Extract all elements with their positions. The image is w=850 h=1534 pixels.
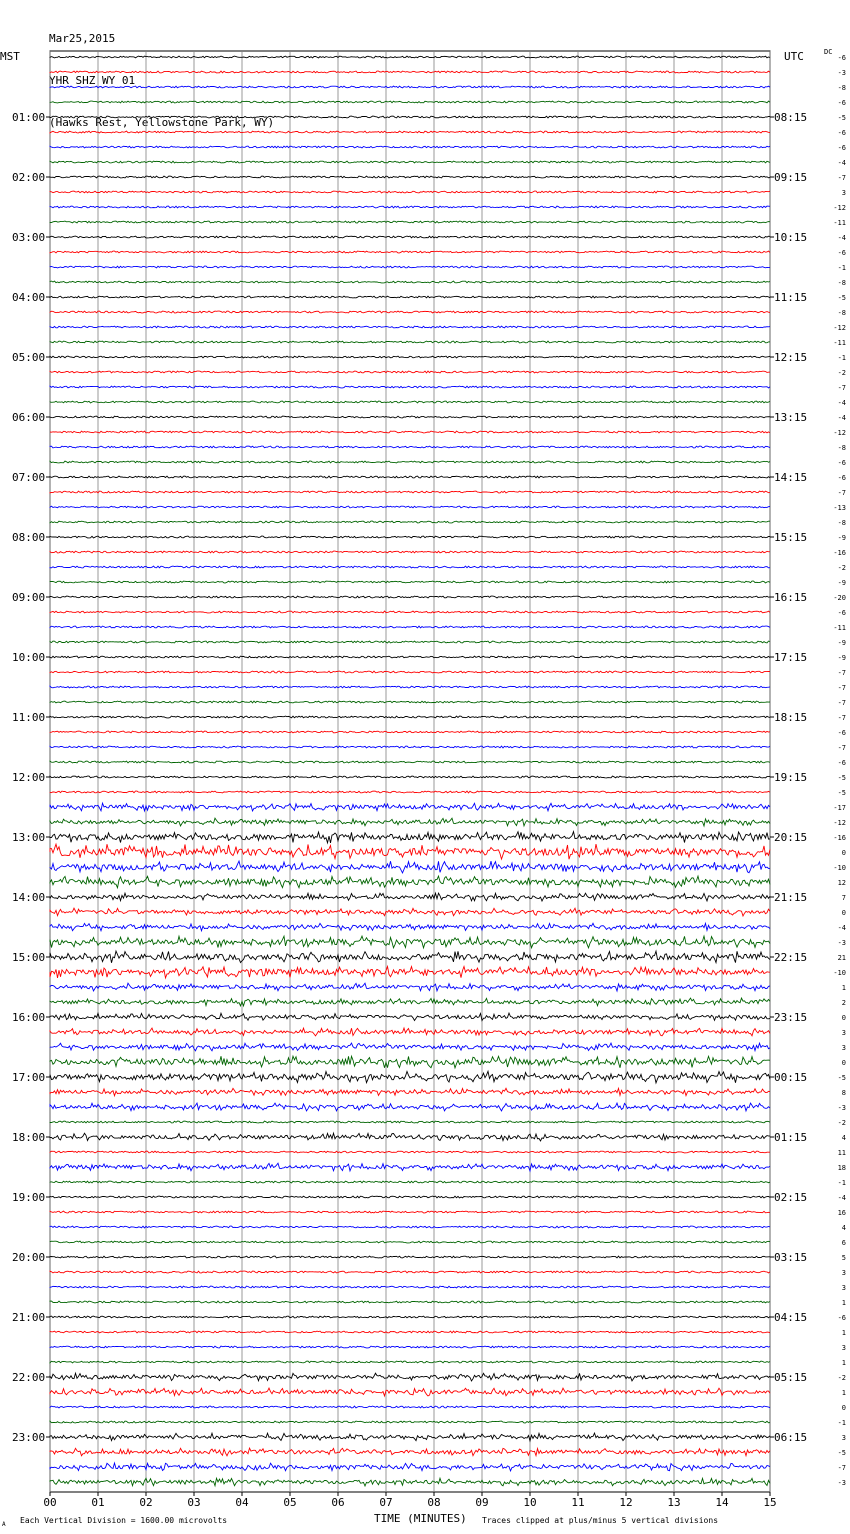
mst-hour-label: 11:00 — [12, 711, 46, 724]
seismic-trace — [50, 641, 770, 643]
minute-tick-label: 09 — [475, 1496, 489, 1509]
seismic-trace — [50, 936, 770, 948]
dc-offset-label: -3 — [837, 1104, 846, 1112]
dc-offset-label: -6 — [837, 729, 846, 737]
dc-offset-label: -5 — [837, 1449, 846, 1457]
dc-offset-label: 3 — [841, 1434, 846, 1442]
seismic-trace — [50, 1133, 770, 1141]
minute-tick-label: 08 — [427, 1496, 441, 1509]
dc-offset-label: 8 — [841, 1089, 846, 1097]
seismic-trace — [50, 951, 770, 963]
utc-hour-label: 19:15 — [774, 771, 808, 784]
mst-hour-label: 06:00 — [12, 411, 46, 424]
seismic-trace — [50, 206, 770, 208]
dc-offset-label: -6 — [837, 249, 846, 257]
utc-hour-label: 14:15 — [774, 471, 808, 484]
minute-tick-label: 13 — [667, 1496, 681, 1509]
seismic-trace — [50, 56, 770, 58]
dc-offset-label: 4 — [841, 1224, 846, 1232]
seismic-trace — [50, 131, 770, 133]
dc-offset-label: -9 — [837, 639, 846, 647]
mst-hour-label: 07:00 — [12, 471, 46, 484]
dc-offset-label: -20 — [833, 594, 846, 602]
mst-hour-label: 20:00 — [12, 1251, 46, 1264]
utc-hour-label: 05:15 — [774, 1371, 808, 1384]
mst-hour-label: 04:00 — [12, 291, 46, 304]
dc-offset-label: -10 — [833, 969, 846, 977]
utc-hour-label: 16:15 — [774, 591, 808, 604]
dc-offset-label: -1 — [837, 264, 846, 272]
dc-offset-label: -11 — [833, 219, 846, 227]
dc-offset-label: -8 — [837, 309, 846, 317]
seismic-trace — [50, 446, 770, 448]
dc-offset-label: -5 — [837, 1074, 846, 1082]
minute-tick-label: 12 — [619, 1496, 633, 1509]
dc-offset-label: -4 — [837, 399, 846, 407]
seismic-trace — [50, 581, 770, 583]
seismic-trace — [50, 1406, 770, 1408]
dc-offset-label: -7 — [837, 699, 846, 707]
seismic-trace — [50, 401, 770, 403]
dc-offset-label: -12 — [833, 819, 846, 827]
seismic-trace — [50, 1433, 770, 1441]
seismic-trace — [50, 311, 770, 313]
seismic-trace — [50, 566, 770, 568]
dc-offset-label: 16 — [837, 1209, 846, 1217]
dc-offset-label: -16 — [833, 834, 846, 842]
utc-hour-label: 04:15 — [774, 1311, 808, 1324]
dc-offset-label: -8 — [837, 84, 846, 92]
minute-tick-label: 00 — [43, 1496, 57, 1509]
seismic-trace — [50, 146, 770, 148]
dc-offset-label: -5 — [837, 294, 846, 302]
utc-label: UTC — [784, 50, 804, 63]
mst-hour-label: 17:00 — [12, 1071, 46, 1084]
dc-offset-label: -7 — [837, 384, 846, 392]
seismic-trace — [50, 1071, 770, 1083]
seismic-trace — [50, 86, 770, 88]
utc-hour-label: 18:15 — [774, 711, 808, 724]
dc-offset-label: 0 — [841, 1404, 846, 1412]
utc-hour-label: 03:15 — [774, 1251, 808, 1264]
seismic-trace — [50, 251, 770, 253]
minute-tick-label: 14 — [715, 1496, 729, 1509]
dc-offset-label: 12 — [837, 879, 846, 887]
dc-offset-label: -6 — [837, 459, 846, 467]
x-axis-title: TIME (MINUTES) — [374, 1512, 467, 1525]
dc-offset-label: -5 — [837, 774, 846, 782]
seismic-trace — [50, 626, 770, 628]
minute-tick-label: 03 — [187, 1496, 201, 1509]
mst-hour-label: 21:00 — [12, 1311, 46, 1324]
mst-hour-label: 12:00 — [12, 771, 46, 784]
seismic-trace — [50, 116, 770, 118]
dc-offset-label: -8 — [837, 519, 846, 527]
seismic-trace — [50, 776, 770, 778]
seismic-trace — [50, 1478, 770, 1486]
corner-mark: A — [2, 1521, 6, 1528]
seismic-trace — [50, 326, 770, 328]
utc-hour-label: 15:15 — [774, 531, 808, 544]
seismic-trace — [50, 1151, 770, 1153]
minute-tick-label: 04 — [235, 1496, 249, 1509]
seismic-trace — [50, 1346, 770, 1348]
seismic-trace — [50, 1331, 770, 1333]
mst-hour-label: 01:00 — [12, 111, 46, 124]
seismic-trace — [50, 1163, 770, 1171]
seismic-trace — [50, 1181, 770, 1183]
dc-offset-label: -4 — [837, 159, 846, 167]
dc-offset-label: -9 — [837, 534, 846, 542]
seismic-trace — [50, 1388, 770, 1396]
dc-offset-label: -5 — [837, 114, 846, 122]
utc-hour-label: 22:15 — [774, 951, 808, 964]
seismic-trace — [50, 551, 770, 553]
seismic-trace — [50, 893, 770, 901]
dc-offset-label: 0 — [841, 909, 846, 917]
seismic-trace — [50, 1301, 770, 1303]
dc-offset-label: 1 — [841, 1359, 846, 1367]
minute-tick-label: 15 — [763, 1496, 777, 1509]
seismic-trace — [50, 386, 770, 388]
seismic-trace — [50, 596, 770, 598]
utc-hour-label: 10:15 — [774, 231, 808, 244]
mst-hour-label: 16:00 — [12, 1011, 46, 1024]
seismic-trace — [50, 416, 770, 418]
seismic-trace — [50, 221, 770, 223]
dc-offset-label: -9 — [837, 579, 846, 587]
dc-offset-label: -7 — [837, 174, 846, 182]
seismic-trace — [50, 341, 770, 343]
header-date: Mar25,2015 — [49, 32, 116, 45]
dc-offset-label: -4 — [837, 234, 846, 242]
dc-offset-label: 6 — [841, 1239, 846, 1247]
dc-offset-label: -12 — [833, 324, 846, 332]
dc-offset-label: -11 — [833, 339, 846, 347]
dc-offset-label: -8 — [837, 444, 846, 452]
mst-label: MST — [0, 50, 20, 63]
seismic-trace — [50, 876, 770, 888]
minute-tick-label: 07 — [379, 1496, 393, 1509]
minute-tick-label: 06 — [331, 1496, 345, 1509]
utc-hour-label: 02:15 — [774, 1191, 808, 1204]
seismic-trace — [50, 1316, 770, 1318]
utc-hour-label: 11:15 — [774, 291, 808, 304]
utc-hour-label: 00:15 — [774, 1071, 808, 1084]
dc-offset-label: -4 — [837, 414, 846, 422]
seismic-trace — [50, 998, 770, 1006]
seismic-trace — [50, 761, 770, 763]
dc-offset-label: -6 — [837, 759, 846, 767]
dc-offset-label: 3 — [841, 1044, 846, 1052]
dc-offset-label: -3 — [837, 1479, 846, 1487]
seismic-trace — [50, 1013, 770, 1021]
dc-offset-label: 4 — [841, 1134, 846, 1142]
seismic-trace — [50, 1271, 770, 1273]
seismic-trace — [50, 686, 770, 688]
dc-offset-label: -6 — [837, 144, 846, 152]
header-location: (Hawks Rest, Yellowstone Park, WY) — [49, 116, 275, 129]
seismic-trace — [50, 1211, 770, 1213]
utc-hour-label: 17:15 — [774, 651, 808, 664]
seismic-trace — [50, 656, 770, 658]
seismic-trace — [50, 1463, 770, 1471]
header-station: YHR SHZ WY 01 — [49, 74, 136, 87]
minute-tick-label: 01 — [91, 1496, 105, 1509]
dc-offset-label: -6 — [837, 99, 846, 107]
seismic-trace — [50, 844, 770, 859]
seismic-trace — [50, 1103, 770, 1111]
seismic-trace — [50, 1448, 770, 1456]
dc-offset-label: -4 — [837, 1194, 846, 1202]
seismic-trace — [50, 461, 770, 463]
dc-offset-label: -3 — [837, 939, 846, 947]
seismic-trace — [50, 701, 770, 703]
seismic-trace — [50, 861, 770, 873]
dc-offset-label: -9 — [837, 654, 846, 662]
minute-tick-label: 05 — [283, 1496, 297, 1509]
mst-hour-label: 18:00 — [12, 1131, 46, 1144]
seismic-trace — [50, 671, 770, 673]
utc-hour-label: 12:15 — [774, 351, 808, 364]
seismic-trace — [50, 536, 770, 538]
seismic-trace — [50, 1373, 770, 1381]
utc-hour-label: 13:15 — [774, 411, 808, 424]
seismic-trace — [50, 791, 770, 793]
dc-offset-label: -17 — [833, 804, 846, 812]
seismic-trace — [50, 716, 770, 718]
utc-hour-label: 21:15 — [774, 891, 808, 904]
clip-note: Traces clipped at plus/minus 5 vertical divisions — [482, 1516, 719, 1525]
dc-offset-label: -6 — [837, 474, 846, 482]
seismic-trace — [50, 506, 770, 508]
dc-offset-label: -10 — [833, 864, 846, 872]
seismic-trace — [50, 818, 770, 826]
minute-tick-label: 10 — [523, 1496, 537, 1509]
seismic-trace — [50, 281, 770, 283]
dc-offset-label: -11 — [833, 624, 846, 632]
utc-hour-label: 06:15 — [774, 1431, 808, 1444]
dc-offset-label: -6 — [837, 129, 846, 137]
seismic-trace — [50, 101, 770, 103]
seismic-trace — [50, 176, 770, 178]
seismic-trace — [50, 521, 770, 523]
dc-label: DC — [824, 48, 833, 56]
seismic-trace — [50, 967, 770, 978]
seismic-trace — [50, 611, 770, 613]
dc-offset-label: -16 — [833, 549, 846, 557]
seismic-trace — [50, 1361, 770, 1363]
utc-hour-label: 08:15 — [774, 111, 808, 124]
utc-hour-label: 01:15 — [774, 1131, 808, 1144]
seismic-trace — [50, 1226, 770, 1228]
utc-hour-label: 09:15 — [774, 171, 808, 184]
seismic-trace — [50, 1196, 770, 1198]
dc-offset-label: -4 — [837, 924, 846, 932]
seismic-trace — [50, 1028, 770, 1036]
dc-offset-label: -3 — [837, 69, 846, 77]
seismic-trace — [50, 923, 770, 931]
dc-offset-label: 3 — [841, 189, 846, 197]
dc-offset-label: -12 — [833, 429, 846, 437]
seismic-trace — [50, 1421, 770, 1423]
dc-offset-label: 2 — [841, 999, 846, 1007]
dc-offset-label: 1 — [841, 1329, 846, 1337]
dc-offset-label: -8 — [837, 279, 846, 287]
mst-hour-label: 03:00 — [12, 231, 46, 244]
seismic-trace — [50, 296, 770, 298]
utc-hour-label: 20:15 — [774, 831, 808, 844]
dc-offset-label: 11 — [837, 1149, 846, 1157]
seismic-trace — [50, 746, 770, 748]
dc-offset-label: -5 — [837, 789, 846, 797]
dc-offset-label: 0 — [841, 1014, 846, 1022]
utc-hour-label: 23:15 — [774, 1011, 808, 1024]
minute-tick-label: 02 — [139, 1496, 153, 1509]
mst-hour-label: 10:00 — [12, 651, 46, 664]
seismic-trace — [50, 371, 770, 373]
mst-hour-label: 13:00 — [12, 831, 46, 844]
dc-offset-label: -6 — [837, 1314, 846, 1322]
seismic-trace — [50, 1056, 770, 1068]
dc-offset-label: 3 — [841, 1344, 846, 1352]
dc-offset-label: 21 — [837, 954, 846, 962]
dc-offset-label: 7 — [841, 894, 846, 902]
mst-hour-label: 19:00 — [12, 1191, 46, 1204]
dc-offset-label: 5 — [841, 1254, 846, 1262]
seismic-trace — [50, 803, 770, 811]
dc-offset-label: -2 — [837, 564, 846, 572]
dc-offset-label: 1 — [841, 1299, 846, 1307]
seismic-trace — [50, 1286, 770, 1288]
seismic-trace — [50, 1043, 770, 1051]
minute-tick-label: 11 — [571, 1496, 585, 1509]
dc-offset-label: -2 — [837, 1119, 846, 1127]
dc-offset-label: -7 — [837, 1464, 846, 1472]
dc-offset-label: -7 — [837, 744, 846, 752]
dc-offset-label: -1 — [837, 1179, 846, 1187]
seismic-trace — [50, 1121, 770, 1123]
seismic-trace — [50, 191, 770, 193]
dc-offset-label: 0 — [841, 1059, 846, 1067]
seismic-trace — [50, 1241, 770, 1243]
dc-offset-label: 3 — [841, 1269, 846, 1277]
mst-hour-label: 09:00 — [12, 591, 46, 604]
dc-offset-label: -7 — [837, 669, 846, 677]
seismic-trace — [50, 161, 770, 163]
seismic-trace — [50, 1256, 770, 1258]
mst-hour-label: 14:00 — [12, 891, 46, 904]
mst-hour-label: 08:00 — [12, 531, 46, 544]
dc-offset-label: -1 — [837, 1419, 846, 1427]
dc-offset-label: 18 — [837, 1164, 846, 1172]
seismic-trace — [50, 983, 770, 991]
dc-offset-label: -12 — [833, 204, 846, 212]
dc-offset-label: 0 — [841, 849, 846, 857]
seismic-trace — [50, 731, 770, 733]
seismic-trace — [50, 431, 770, 433]
dc-offset-label: -1 — [837, 354, 846, 362]
dc-offset-label: 1 — [841, 1389, 846, 1397]
seismic-trace — [50, 832, 770, 843]
seismic-trace — [50, 476, 770, 478]
dc-offset-label: -6 — [837, 54, 846, 62]
seismic-trace — [50, 236, 770, 238]
seismic-trace — [50, 356, 770, 358]
mst-hour-label: 15:00 — [12, 951, 46, 964]
mst-hour-label: 05:00 — [12, 351, 46, 364]
scale-note: Each Vertical Division = 1600.00 microvolts — [20, 1516, 228, 1525]
seismic-trace — [50, 491, 770, 493]
seismic-trace — [50, 266, 770, 268]
dc-offset-label: 1 — [841, 984, 846, 992]
mst-hour-label: 22:00 — [12, 1371, 46, 1384]
dc-offset-label: 3 — [841, 1284, 846, 1292]
dc-offset-label: -7 — [837, 489, 846, 497]
dc-offset-label: 3 — [841, 1029, 846, 1037]
dc-offset-label: -13 — [833, 504, 846, 512]
dc-offset-label: -2 — [837, 369, 846, 377]
seismic-trace — [50, 71, 770, 73]
seismic-trace — [50, 1088, 770, 1095]
seismic-trace — [50, 908, 770, 916]
mst-hour-label: 02:00 — [12, 171, 46, 184]
mst-hour-label: 23:00 — [12, 1431, 46, 1444]
dc-offset-label: -6 — [837, 609, 846, 617]
dc-offset-label: -7 — [837, 714, 846, 722]
dc-offset-label: -7 — [837, 684, 846, 692]
dc-offset-label: -2 — [837, 1374, 846, 1382]
